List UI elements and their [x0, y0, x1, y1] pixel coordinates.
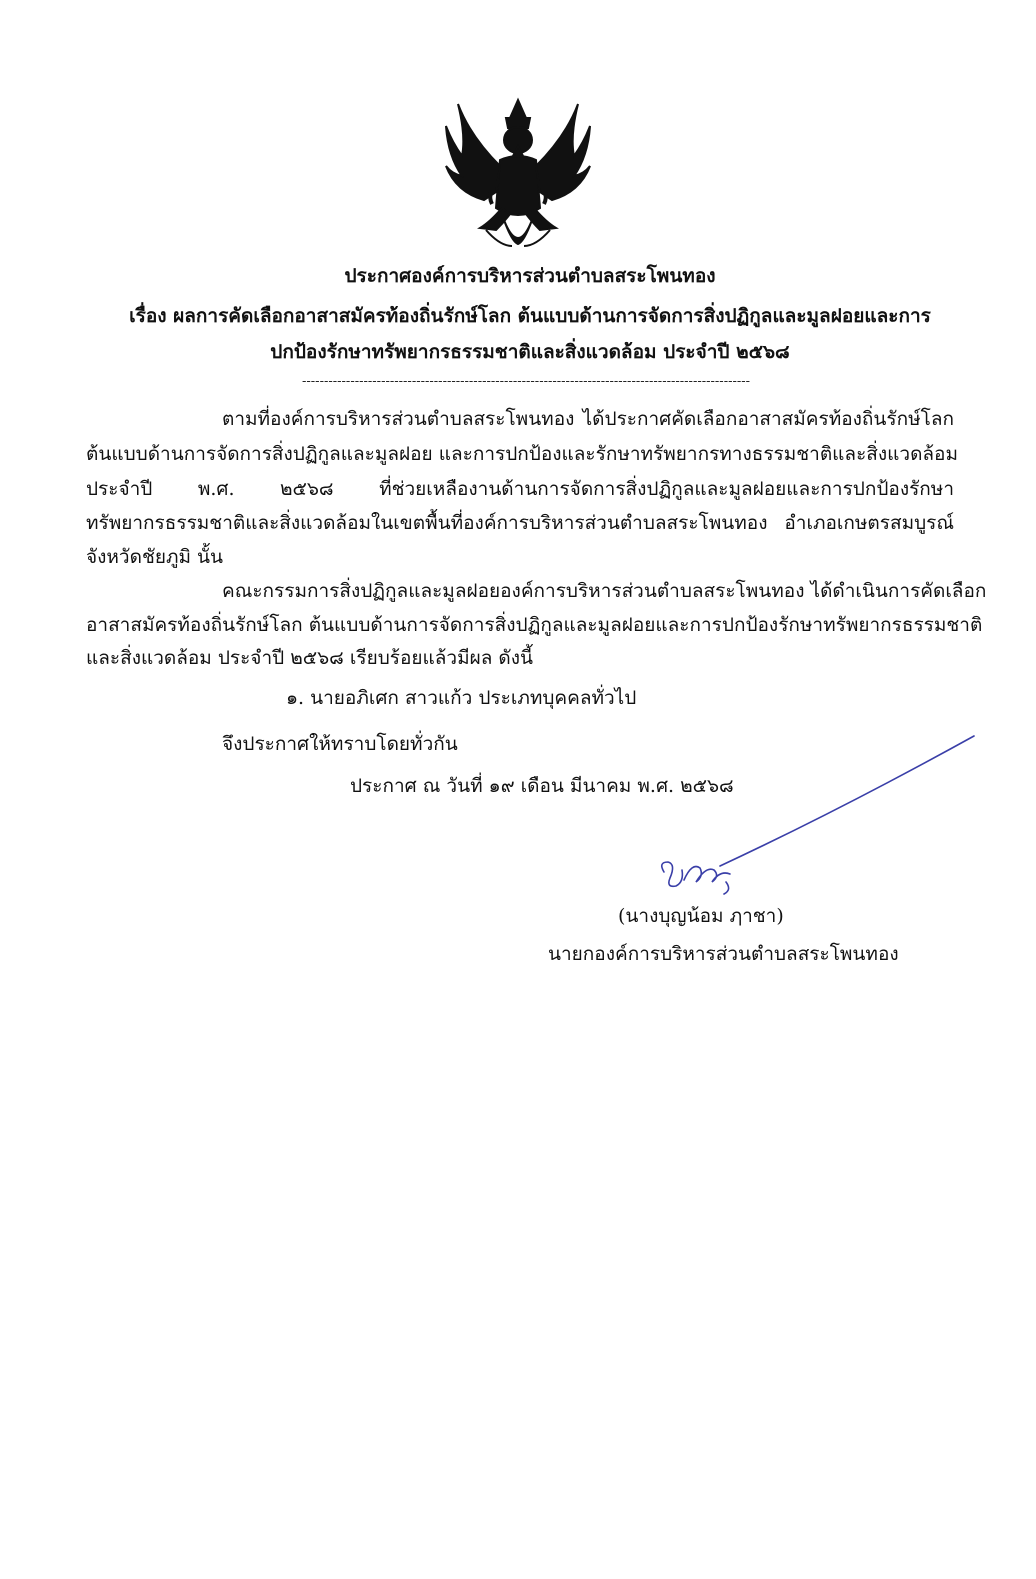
paragraph-1-line: ต้นแบบด้านการจัดการสิ่งปฏิกูลและมูลฝอย และการปกป้องและรักษาทรัพยากรทางธรรมชาติและสิ่งแวดล้อม [86, 443, 958, 465]
subject-line: เรื่อง ผลการคัดเลือกอาสาสมัครท้องถิ่นรักษ์โลก ต้นแบบด้านการจัดการสิ่งปฏิกูลและมูลฝอยและการ [129, 305, 931, 327]
announcement-date: ประกาศ ณ วันที่ ๑๙ เดือน มีนาคม พ.ศ. ๒๕๖๘ [350, 775, 734, 797]
paragraph-1-line: ประจำปี พ.ศ. ๒๕๖๘ ที่ช่วยเหลืองานด้านการจัดการสิ่งปฏิกูลและมูลฝอยและการปกป้องรักษา [86, 478, 954, 500]
paragraph-1-line: ทรัพยากรธรรมชาติและสิ่งแวดล้อมในเขตพื้นที่องค์การบริหารส่วนตำบลสระโพนทอง อำเภอเกษตรสมบูรณ์ [86, 512, 954, 534]
paragraph-2-line: อาสาสมัครท้องถิ่นรักษ์โลก ต้นแบบด้านการจัดการสิ่งปฏิกูลและมูลฝอยและการปกป้องรักษาทรัพยากรธรรมชาติ [86, 614, 983, 636]
paragraph-2-line: คณะกรรมการสิ่งปฏิกูลและมูลฝอยองค์การบริหารส่วนตำบลสระโพนทอง ได้ดำเนินการคัดเลือก [222, 580, 987, 602]
signatory-title: นายกองค์การบริหารส่วนตำบลสระโพนทอง [548, 943, 899, 965]
paragraph-2-line: และสิ่งแวดล้อม ประจำปี ๒๕๖๘ เรียบร้อยแล้วมีผล ดังนี้ [86, 647, 534, 669]
closing-statement: จึงประกาศให้ทราบโดยทั่วกัน [222, 733, 458, 755]
paragraph-1-line: ตามที่องค์การบริหารส่วนตำบลสระโพนทอง ได้ประกาศคัดเลือกอาสาสมัครท้องถิ่นรักษ์โลก [222, 408, 954, 430]
announcement-title: ประกาศองค์การบริหารส่วนตำบลสระโพนทอง [344, 265, 716, 287]
handwritten-signature [640, 730, 980, 910]
divider-line: ------------------------------------------------------------------------------------------------------ [302, 374, 751, 389]
subject-line-continued: ปกป้องรักษาทรัพยากรธรรมชาติและสิ่งแวดล้อม ประจำปี ๒๕๖๘ [270, 341, 790, 363]
signatory-name: (นางบุญน้อม ฦาชา) [618, 905, 784, 927]
garuda-emblem-icon [440, 96, 596, 256]
paragraph-1-line: จังหวัดชัยภูมิ นั้น [86, 546, 224, 568]
result-item: ๑. นายอภิเศก สาวแก้ว ประเภทบุคคลทั่วไป [286, 687, 637, 709]
